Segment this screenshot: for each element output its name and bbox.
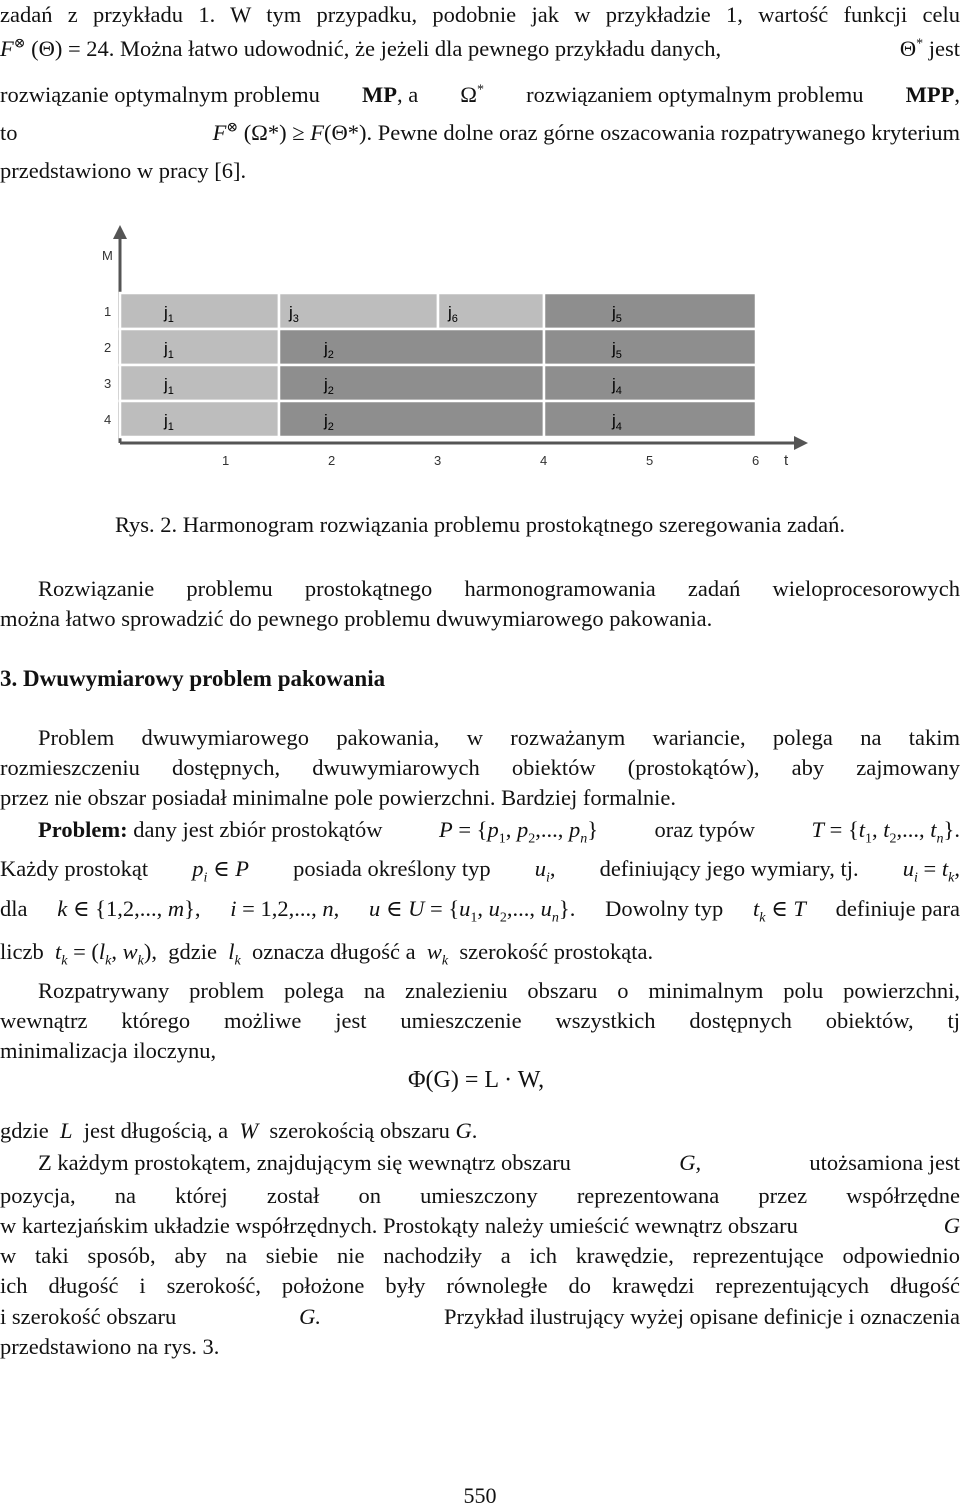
para2-line-2: rozmieszczeniu dostępnych, dwuwymiarowych obiektów (prostokątów), aby zajmowany — [0, 755, 960, 780]
para2-line-4: Problem: dany jest zbiór prostokątów $P = \{p_1$, $p_2$,..., $p_n$} oraz typów $T = \{t_1$, $t_2$,..., $t_n$}. — [38, 817, 960, 847]
para2-line-7-b: gdzie — [168, 939, 217, 964]
intro-line-3-f: , — [954, 82, 960, 107]
intro-line-3: rozwiązanie optymalnym problemu MP, a Ω* rozwiązaniem optymalnym problemu MPP, — [0, 80, 960, 110]
intro-line-1: zadań z przykładu 1. W tym przypadku, podobnie jak w przykładzie 1, wartość funkcji celu — [0, 2, 960, 27]
para4-line-8: przedstawiono na rys. 3. — [0, 1334, 220, 1359]
para4-line-1-b: jest długością, a — [83, 1118, 229, 1143]
job-bar-row1-j3 — [279, 293, 438, 329]
para4-line-1-c: szerokością obszaru — [269, 1118, 450, 1143]
job-bar-row4-j4 — [544, 401, 756, 437]
bars — [120, 293, 756, 437]
job-label-row2-j5: $j_5$ — [612, 339, 622, 361]
job-bar-row2-j1 — [120, 329, 279, 365]
job-label-row1-j1: $j_1$ — [164, 303, 174, 325]
para2-line-7: liczb $t_k = (l_k$, $w_k$), gdzie $l_k$ oznacza długość a $w_k$ szerokość prostokąta. — [0, 939, 654, 969]
job-bar-row2-j2 — [279, 329, 544, 365]
job-bar-row3-j1 — [120, 365, 279, 401]
row-labels — [104, 304, 111, 427]
para2-line-4-a: dany jest zbiór prostokątów — [133, 817, 383, 842]
row-label-3: 3 — [104, 376, 112, 391]
para2-line-5-c: definiujący jego wymiary, tj. — [599, 856, 859, 881]
para4-line-6: ich długość i szerokość, położone były równoległe do krawędzi reprezentujących długość — [0, 1273, 960, 1298]
x-tick-6: 6 — [752, 453, 760, 468]
x-tick-5: 5 — [646, 453, 654, 468]
para2-line-7-c: oznacza długość a — [251, 939, 416, 964]
formula-phi: Φ(G) = L · W, — [408, 1067, 545, 1093]
para2-line-4-b: oraz typów — [654, 817, 756, 842]
para4-line-2-b: utożsamiona jest — [809, 1150, 960, 1175]
intro-line-3-c: , a — [396, 82, 419, 107]
para4-line-4-text: w kartezjańskim układzie współrzędnych. Prostokąty należy umieścić wewnątrz obszaru — [0, 1213, 798, 1238]
job-bar-row3-j2 — [279, 365, 544, 401]
job-label-row4-j4: $j_4$ — [612, 411, 622, 433]
intro-line-2: F⊗ (Θ) = 24. Można łatwo udowodnić, że jeżeli dla pewnego przykładu danych, Θ* jest — [0, 36, 960, 61]
row-label-2: 2 — [104, 340, 112, 355]
para4-line-4: w kartezjańskim układzie współrzędnych. Prostokąty należy umieścić wewnątrz obszaru G — [0, 1211, 960, 1241]
x-tick-2: 2 — [328, 453, 336, 468]
x-axis-arrow — [794, 436, 808, 450]
para2-line-6: dla k ∈ {1,2,..., m}, i = 1,2,..., n, u ∈ $U = \{u_1$, $u_2$,..., $u_n$}. Dowolny typ $t_k$ ∈ T definiuje para — [0, 896, 960, 926]
intro-line-4-a: to — [0, 120, 18, 145]
para1-line-1: Rozwiązanie problemu prostokątnego harmonogramowania zadań wieloprocesorowych — [38, 576, 960, 601]
job-label-row1-j3: $j_3$ — [289, 303, 299, 325]
intro-line-4-b: (Ω*) ≥ — [243, 120, 305, 145]
job-label-row2-j2: $j_2$ — [324, 339, 334, 361]
para2-line-6-a: dla — [0, 896, 28, 921]
intro-line-2-end: jest — [928, 36, 960, 61]
job-label-row4-j1: $j_1$ — [164, 411, 174, 433]
intro-line-2-text: (Θ) = 24. Można łatwo udowodnić, że jeżeli dla pewnego przykładu danych, — [31, 36, 722, 61]
x-axis-label: t — [784, 452, 789, 469]
job-bar-row4-j2 — [279, 401, 544, 437]
para4-line-2-a: Z każdym prostokątem, znajdującym się wewnątrz obszaru — [38, 1150, 571, 1175]
para2-line-1: Problem dwuwymiarowego pakowania, w rozważanym wariancie, polega na takim — [38, 725, 960, 750]
para3-line-1: Rozpatrywany problem polega na znalezieniu obszaru o minimalnym polu powierzchni, — [38, 978, 960, 1003]
intro-line-3-d: rozwiązaniem optymalnym problemu — [526, 82, 864, 107]
y-axis-arrow — [113, 225, 127, 239]
page-number: 550 — [463, 1483, 497, 1508]
intro-line-5: przedstawiono w pracy [6]. — [0, 158, 247, 183]
para3-line-2: wewnątrz którego możliwe jest umieszczenie wszystkich dostępnych obiektów, tj — [0, 1008, 960, 1033]
para2-line-5: Każdy prostokąt $p_i$ ∈ P posiada określony typ $u_i$, definiujący jego wymiary, tj. $u_i = t_k$, — [0, 856, 960, 886]
para2-line-6-b: Dowolny typ — [605, 896, 724, 921]
para4-line-1-a: gdzie — [0, 1118, 49, 1143]
job-bar-row2-j5 — [544, 329, 756, 365]
intro-line-3-a: rozwiązanie optymalnym problemu — [0, 82, 320, 107]
gantt-figure — [90, 225, 810, 480]
job-bar-row4-j1 — [120, 401, 279, 437]
job-bar-row1-j5 — [544, 293, 756, 329]
para2-line-5-a: Każdy prostokąt — [0, 856, 149, 881]
problem-label: Problem: — [38, 817, 128, 842]
row-label-4: 4 — [104, 412, 112, 427]
y-axis-label: M — [102, 248, 113, 263]
intro-line-4-c: (Θ*). Pewne dolne oraz górne oszacowania rozpatrywanego kryterium — [324, 120, 960, 145]
para4-line-1: gdzie L jest długością, a W szerokością obszaru G. — [0, 1118, 478, 1143]
row-label-1: 1 — [104, 304, 112, 319]
para4-line-7-a: i szerokość obszaru — [0, 1304, 177, 1329]
job-label-row3-j1: $j_1$ — [164, 375, 174, 397]
section-title: 3. Dwuwymiarowy problem pakowania — [0, 666, 386, 691]
job-bar-row3-j4 — [544, 365, 756, 401]
para1-line-2: można łatwo sprowadzić do pewnego problemu dwuwymiarowego pakowania. — [0, 606, 713, 631]
para4-line-3: pozycja, na której został on umieszczony reprezentowana przez współrzędne — [0, 1183, 960, 1208]
intro-line-3-mp: MP — [361, 82, 397, 107]
x-tick-4: 4 — [540, 453, 548, 468]
para3-line-3: minimalizacja iloczynu, — [0, 1038, 217, 1063]
para4-line-5: w taki sposób, aby na siebie nie nachodziły a ich krawędzie, reprezentujące odpowiednio — [0, 1243, 960, 1268]
para2-line-6-c: definiuje para — [835, 896, 960, 921]
job-label-row3-j2: $j_2$ — [324, 375, 334, 397]
para4-line-2: Z każdym prostokątem, znajdującym się wewnątrz obszaru G, utożsamiona jest — [0, 1148, 960, 1178]
job-label-row1-j6: $j_6$ — [448, 303, 458, 325]
para4-line-7-b: Przykład ilustrujący wyżej opisane definicje i oznaczenia — [443, 1304, 960, 1329]
job-label-row4-j2: $j_2$ — [324, 411, 334, 433]
job-label-row3-j4: $j_4$ — [612, 375, 622, 397]
x-tick-3: 3 — [434, 453, 442, 468]
figure-caption: Rys. 2. Harmonogram rozwiązania problemu prostokątnego szeregowania zadań. — [114, 512, 846, 537]
para2-line-3: przez nie obszar posiadał minimalne pole powierzchni. Bardziej formalnie. — [0, 785, 676, 810]
job-label-row1-j5: $j_5$ — [612, 303, 622, 325]
para2-line-5-b: posiada określony typ — [293, 856, 491, 881]
job-label-row2-j1: $j_1$ — [164, 339, 174, 361]
intro-line-3-mpp: MPP — [905, 82, 955, 107]
intro-line-4: to F⊗ (Ω*) ≥ F(Θ*). Pewne dolne oraz górne oszacowania rozpatrywanego kryterium — [0, 118, 960, 148]
x-ticks — [222, 453, 759, 468]
job-bar-row1-j1 — [120, 293, 279, 329]
x-tick-1: 1 — [222, 453, 230, 468]
para2-line-7-a: liczb — [0, 939, 44, 964]
para2-line-7-d: szerokość prostokąta. — [459, 939, 654, 964]
para4-line-7: i szerokość obszaru G. Przykład ilustrujący wyżej opisane definicje i oznaczenia — [0, 1302, 960, 1332]
